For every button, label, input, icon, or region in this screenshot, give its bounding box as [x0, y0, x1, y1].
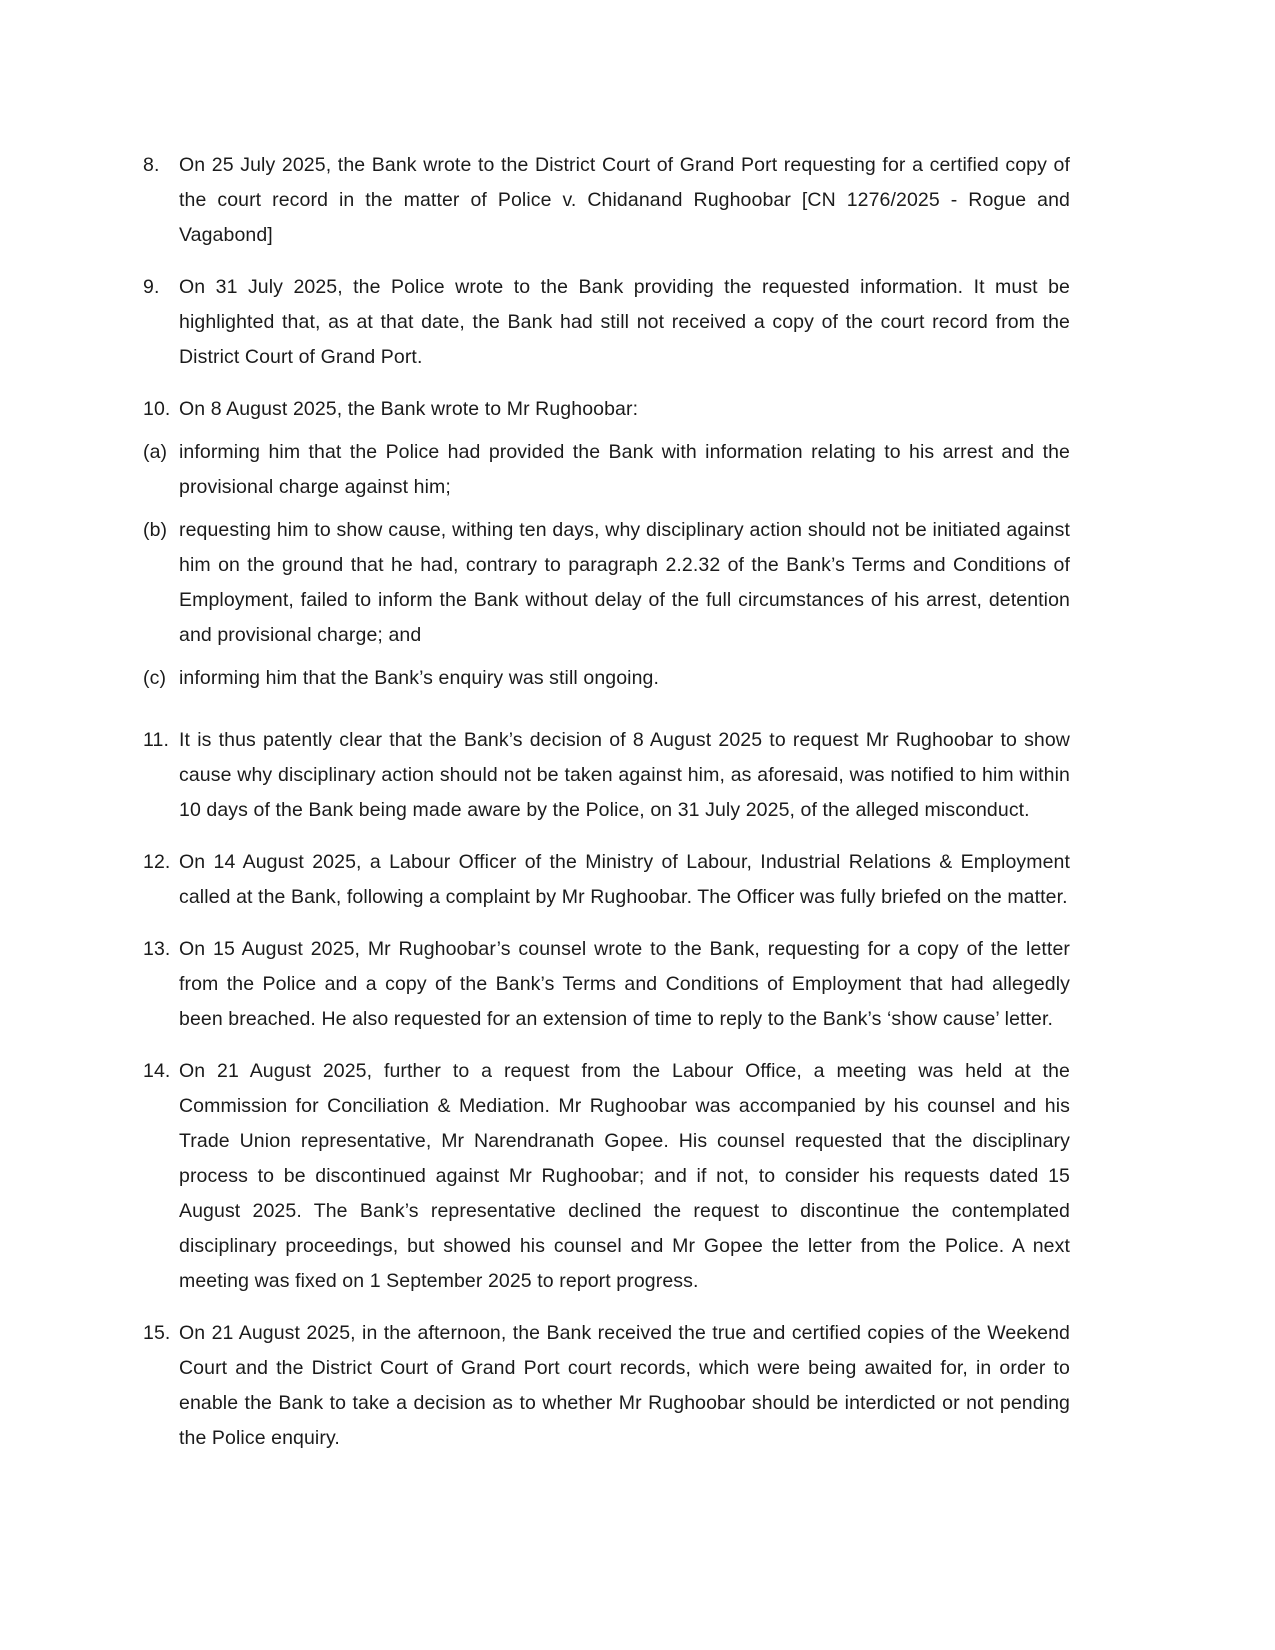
paragraph-text: On 25 July 2025, the Bank wrote to the District Court of Grand Port requesting for a certified copy of the court record in the matter of Police v. Chidanand Rughoobar [CN 1276/2025 - Rogue and Vagabond]: [179, 154, 1070, 246]
paragraph-text: On 14 August 2025, a Labour Officer of the Ministry of Labour, Industrial Relations & Employment called at the Bank, following a complaint by Mr Rughoobar. The Officer was fully briefed on the matter.: [179, 851, 1070, 908]
paragraph-number: 13.: [143, 938, 171, 960]
paragraph-12: [143, 845, 1070, 915]
paragraph-number: 8.: [143, 154, 160, 176]
paragraph-text: On 8 August 2025, the Bank wrote to Mr Rughoobar:: [179, 398, 639, 420]
paragraph-9: [143, 270, 1070, 375]
paragraph-number: 12.: [143, 851, 171, 873]
paragraph-number: 11.: [143, 729, 169, 751]
paragraph-number: 9.: [143, 276, 160, 298]
paragraph-13: [143, 932, 1070, 1037]
paragraph-text: requesting him to show cause, withing ten days, why disciplinary action should not be initiated against him on the ground that he had, contrary to paragraph 2.2.32 of the Bank’s Terms and Conditions of Employment, failed to inform the Bank without delay of the full circumstances of his arrest, detention and provisional charge; and: [179, 519, 1070, 646]
paragraph-11: [143, 723, 1070, 828]
paragraph-number: 10.: [143, 398, 171, 420]
paragraph-text: On 21 August 2025, in the afternoon, the Bank received the true and certified copies of the Weekend Court and the District Court of Grand Port court records, which were being awaited for, in order to enable the Bank to take a decision as to whether Mr Rughoobar should be interdicted or not pending the Police enquiry.: [179, 1322, 1070, 1449]
paragraph-number: 14.: [143, 1060, 171, 1082]
paragraph-10a: [143, 435, 1070, 505]
paragraph-10: [143, 392, 1070, 427]
paragraph-8: [143, 148, 1070, 253]
document-body: [143, 148, 1070, 1456]
paragraph-10b: [143, 513, 1070, 653]
paragraph-15: [143, 1316, 1070, 1456]
paragraph-14: [143, 1054, 1070, 1299]
paragraph-text: informing him that the Bank’s enquiry was still ongoing.: [179, 667, 659, 689]
paragraph-10c: [143, 661, 1070, 696]
paragraph-text: informing him that the Police had provided the Bank with information relating to his arrest and the provisional charge against him;: [179, 441, 1070, 498]
paragraph-letter: (b): [143, 519, 168, 541]
paragraph-letter: (c): [143, 667, 167, 689]
paragraph-text: On 15 August 2025, Mr Rughoobar’s counsel wrote to the Bank, requesting for a copy of the letter from the Police and a copy of the Bank’s Terms and Conditions of Employment that had allegedly been breached. He also requested for an extension of time to reply to the Bank’s ‘show cause’ letter.: [179, 938, 1070, 1030]
paragraph-text: It is thus patently clear that the Bank’s decision of 8 August 2025 to request Mr Rughoobar to show cause why disciplinary action should not be taken against him, as aforesaid, was notified to him within 10 days of the Bank being made aware by the Police, on 31 July 2025, of the alleged misconduct.: [179, 729, 1070, 821]
paragraph-text: On 21 August 2025, further to a request from the Labour Office, a meeting was held at the Commission for Conciliation & Mediation. Mr Rughoobar was accompanied by his counsel and his Trade Union representative, Mr Narendranath Gopee. His counsel requested that the disciplinary process to be discontinued against Mr Rughoobar; and if not, to consider his requests dated 15 August 2025. The Bank’s representative declined the request to discontinue the contemplated disciplinary proceedings, but showed his counsel and Mr Gopee the letter from the Police. A next meeting was fixed on 1 September 2025 to report progress.: [179, 1060, 1070, 1292]
paragraph-letter: (a): [143, 441, 168, 463]
paragraph-number: 15.: [143, 1322, 171, 1344]
paragraph-text: On 31 July 2025, the Police wrote to the Bank providing the requested information. It must be highlighted that, as at that date, the Bank had still not received a copy of the court record from the District Court of Grand Port.: [179, 276, 1070, 368]
